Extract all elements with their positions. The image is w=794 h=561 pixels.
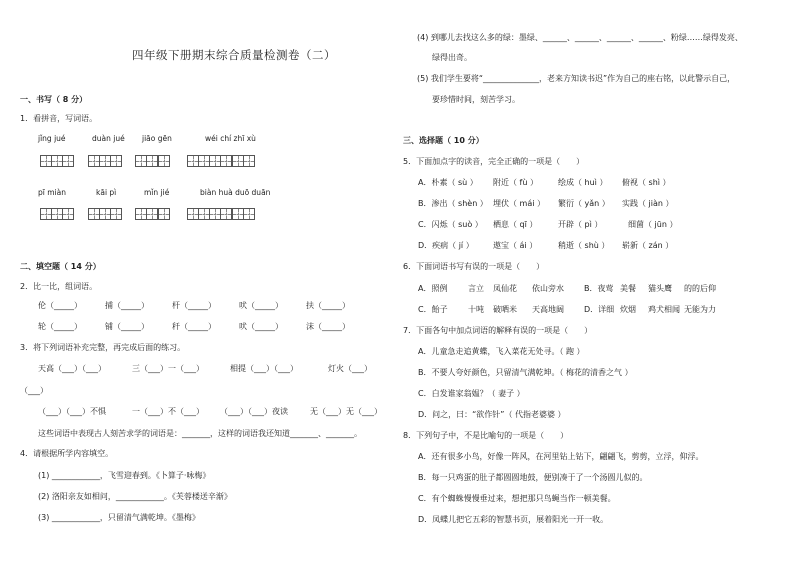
option: D．疾病（ jí ） [418,241,474,250]
pinyin: mǐn jié [144,188,170,197]
idiom-blank: 天高（___）（___） [38,364,106,373]
question-6: 6．下面词语书写有误的一项是（ ） [403,262,545,271]
option: 俯视（ shì ） [622,178,671,187]
question-3: 3．将下列词语补充完整，再完成后面的练习。 [20,343,186,352]
option: 炊烟 [620,305,636,314]
pinyin: biàn huà duō duān [200,188,271,197]
option: A．照例 [418,284,448,293]
pinyin: pī miàn [38,188,66,197]
word-blank: 伦（_____） [38,301,82,310]
word-blank: 吠（_____） [239,301,283,310]
option: 埋伏（ mái ） [493,199,546,208]
question-1: 1．看拼音，写词语。 [20,114,98,123]
option: 实践（ jiàn ） [622,199,674,208]
option: A．儿童急走追黄蝶，飞入菜花无处寻。（ 跑 ） [418,347,585,356]
page-title: 四年级下册期末综合质量检测卷（二） [132,48,336,62]
writing-grid-row-2 [40,208,262,220]
idiom-blank: （___）（___）不惧 [38,407,106,416]
word-blank: 沫（_____） [306,322,350,331]
option: 天高地阔 [532,305,564,314]
option: 繁衍（ yǎn ） [558,199,610,208]
poem-blank: (2) 洛阳亲友如相问，____________。《芙蓉楼送辛渐》 [38,492,232,501]
question-7: 7．下面各句中加点词语的解释有误的一项是（ ） [403,326,593,335]
option: 言立 [468,284,484,293]
pinyin: kāi pì [96,188,117,197]
option: 绘成（ huì ） [558,178,608,187]
question-2: 2．比一比，组词语。 [20,282,98,291]
option: A．还有很多小鸟，好像一阵风，在河里钻上钻下，翩翩飞，剪剪，立浮，仰浮。 [418,452,704,461]
writing-grid-row-1 [40,155,262,167]
word-blank: 扶（_____） [306,301,350,310]
option: B．每一只鸡蛋的肚子都圆圆地鼓，便别凑于了一个汤圆儿似的。 [418,473,648,482]
option: 鸡犬相闻 [648,305,680,314]
idiom-blank: （___）（___）夜读 [220,407,288,416]
question-5: 5．下面加点字的读音，完全正确的一项是（ ） [403,157,585,166]
word-blank: 吠（_____） [239,322,283,331]
option: 破哂米 [493,305,517,314]
pinyin: duàn jué [92,134,125,143]
idiom-blank: 无（___）无（___） [310,407,382,416]
pinyin: jǐng jué [38,134,66,143]
option: 附近（ fù ） [493,178,538,187]
option: 猫头鹰 [648,284,672,293]
idiom-blank: 相提（___）（___） [230,364,298,373]
poem-blank: (1) ____________，飞雪迎春到。《卜算子·咏梅》 [38,471,211,480]
word-blank: 杆（_____） [172,301,216,310]
option: D．问之，曰：“欲作针”（ 代指老婆婆 ） [418,410,566,419]
option: C．飴子 [418,305,448,314]
pinyin: wéi chí zhī xù [205,134,256,143]
question-3-note: 这些词语中表现古人刻苦求学的词语是：_______，这样的词语我还知道_______、_______。 [38,429,362,438]
option: C．白发谁家翁媪？（ 妻子 ） [418,389,525,398]
option: D．详细 [584,305,615,314]
poem-blank: (4) 到哪儿去找这么多的绿：墨绿、______、______、______、______、粉绿……绿得发亮、 [417,33,743,42]
word-blank: 捕（_____） [105,301,149,310]
option: B．渗出（ shèn ） [418,199,488,208]
word-blank: 铺（_____） [105,322,149,331]
option: 的的后仰 [684,284,716,293]
word-blank: 轮（_____） [38,322,82,331]
poem-blank: 要珍惜时间，刻苦学习。 [432,95,520,104]
question-4: 4．请根据所学内容填空。 [20,449,114,458]
option: 稍逝（ shù ） [558,241,610,250]
section-1-heading: 一、书写（ 8 分） [20,95,88,104]
word-blank: 秆（_____） [172,322,216,331]
idiom-blank: 三（___）一（___） [132,364,204,373]
idiom-blank: （___） [20,386,48,395]
option: D．凤蝶儿把它五彩的智慧书页，展着阳光一开一收。 [418,515,609,524]
option: 凤仙花 [493,284,517,293]
option: 细菌（ jūn ） [628,220,678,229]
option: 开辟（ pì ） [558,220,603,229]
option: C．有个蜘蛛慢慢垂过来，想把那只鸟蝇当作一顿美餐。 [418,494,616,503]
option: 栖息（ qī ） [493,220,538,229]
option: B．夜莺 [584,284,614,293]
option: B．不要人夸好颜色，只留清气满乾坤。（ 梅花的清香之气 ） [418,368,633,377]
pinyin: jiāo gēn [142,134,172,143]
section-3-heading: 三、选择题（ 10 分） [403,136,484,145]
section-2-heading: 二、填空题（ 14 分） [20,262,101,271]
option: 美餐 [620,284,636,293]
poem-blank: 绿得出奇。 [432,53,472,62]
idiom-blank: 灯火（___） [328,364,372,373]
question-8: 8．下列句子中，不是比喻句的一项是（ ） [403,431,569,440]
option: A．朴素（ sù ） [418,178,478,187]
poem-blank: (3) ____________，只留清气满乾坤。《墨梅》 [38,513,200,522]
option: 十吨 [468,305,484,314]
option: 遨宝（ ái ） [493,241,538,250]
idiom-blank: 一（___）不（___） [132,407,204,416]
poem-blank: (5) 我们学生要将“______________，老来方知读书迟”作为自己的座右铭，以此警示自己， [417,74,736,83]
option: 崭新（ zán ） [622,241,674,250]
option: 依山旁水 [532,284,564,293]
option: 无能为力 [684,305,716,314]
option: C．闪烁（ suò ） [418,220,483,229]
